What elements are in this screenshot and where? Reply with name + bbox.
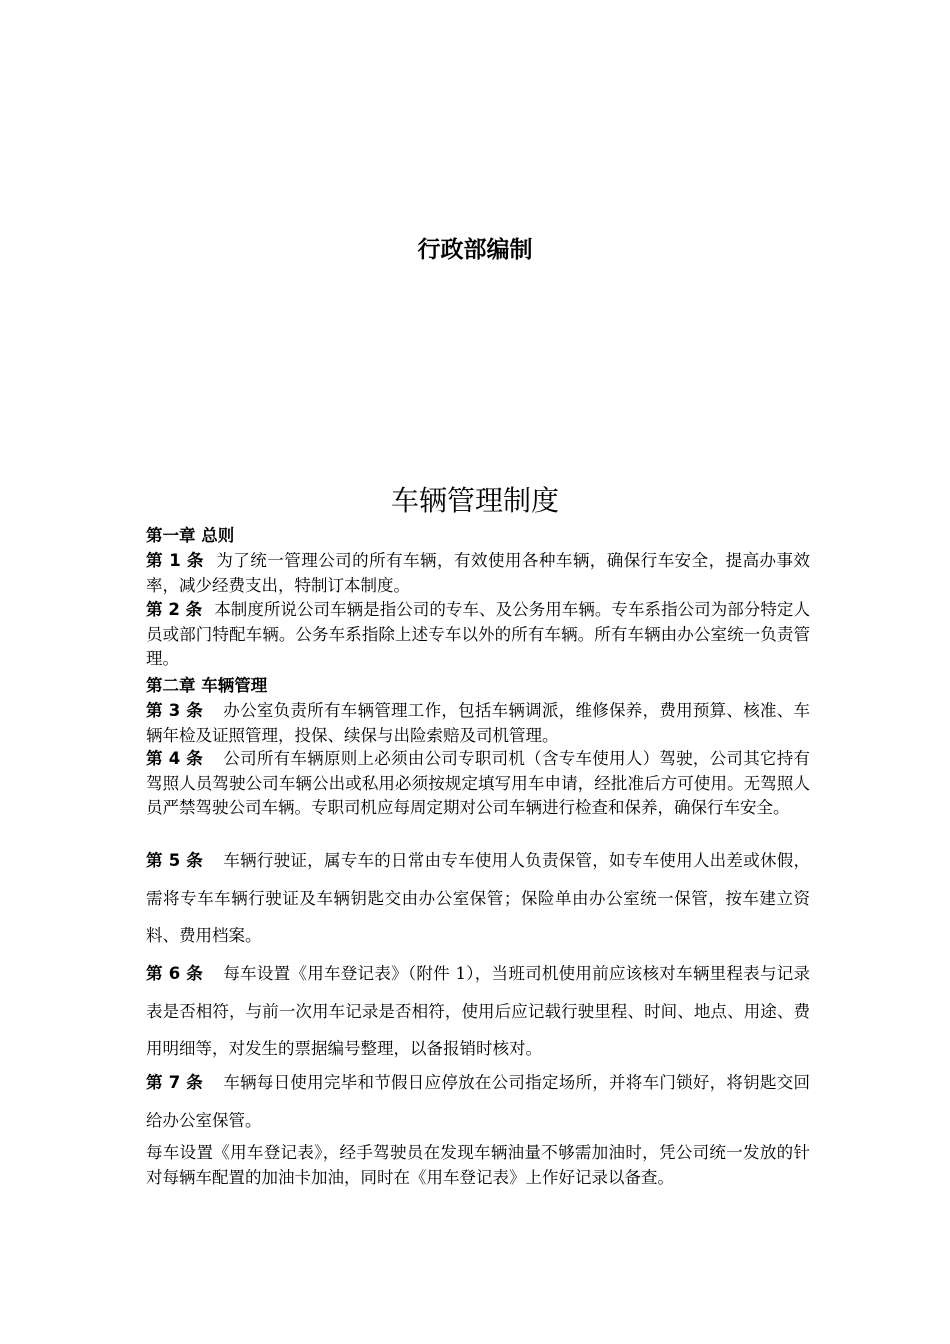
article-2-text: 本制度所说公司车辆是指公司的专车、及公务用车辆。专车系指公司为部分特定人员或部门特配车辆。公务车系指除上述专车以外的所有车辆。所有车辆由办公室统一负责管理。	[146, 600, 810, 668]
department-label: 行政部编制	[417, 237, 533, 263]
article-1-text: 为了统一管理公司的所有车辆，有效使用各种车辆，确保行车安全，提高办事效率，减少经费支出，特制订本制度。	[146, 551, 810, 595]
article-3	[146, 699, 810, 748]
article-1-label: 第 1 条	[146, 551, 204, 570]
article-6-text: 每车设置《用车登记表》（附件 1），当班司机使用前应该核对车辆里程表与记录表是否相符，与前一次用车记录是否相符，使用后应记载行驶里程、时间、地点、用途、费用明细等，对发生的票据编号整理，以备报销时核对。	[146, 964, 810, 1059]
article-5	[146, 842, 810, 955]
article-7	[146, 1064, 810, 1139]
article-5-label: 第 5 条	[146, 851, 204, 870]
paragraph-fuel-card: 每车设置《用车登记表》，经手驾驶员在发现车辆油量不够需加油时，凭公司统一发放的针对每辆车配置的加油卡加油，同时在《用车登记表》上作好记录以备查。	[146, 1143, 810, 1187]
document-title: 车辆管理制度	[390, 484, 559, 517]
article-5-text: 车辆行驶证，属专车的日常由专车使用人负责保管，如专车使用人出差或休假，需将专车车辆行驶证及车辆钥匙交由办公室保管；保险单由办公室统一保管，按车建立资料、费用档案。	[146, 851, 810, 946]
article-6	[146, 955, 810, 1068]
article-7-label: 第 7 条	[146, 1073, 204, 1092]
article-2	[146, 598, 810, 672]
article-3-label: 第 3 条	[146, 701, 204, 720]
article-4	[146, 747, 810, 821]
article-4-text: 公司所有车辆原则上必须由公司专职司机（含专车使用人）驾驶，公司其它持有驾照人员驾驶公司车辆公出或私用必须按规定填写用车申请，经批准后方可使用。无驾照人员严禁驾驶公司车辆。专职司机应每周定期对公司车辆进行检查和保养，确保行车安全。	[146, 749, 810, 817]
chapter-1-heading: 第一章 总则	[146, 526, 235, 545]
chapter-2-heading: 第二章 车辆管理	[146, 676, 268, 695]
article-6-label: 第 6 条	[146, 964, 204, 983]
article-4-label: 第 4 条	[146, 749, 204, 768]
article-7-text: 车辆每日使用完毕和节假日应停放在公司指定场所，并将车门锁好，将钥匙交回给办公室保管。	[146, 1073, 810, 1130]
article-1	[146, 549, 810, 598]
article-2-label: 第 2 条	[146, 600, 203, 619]
article-3-text: 办公室负责所有车辆管理工作，包括车辆调派，维修保养，费用预算、核准、车辆年检及证照管理，投保、续保与出险索赔及司机管理。	[146, 701, 810, 745]
